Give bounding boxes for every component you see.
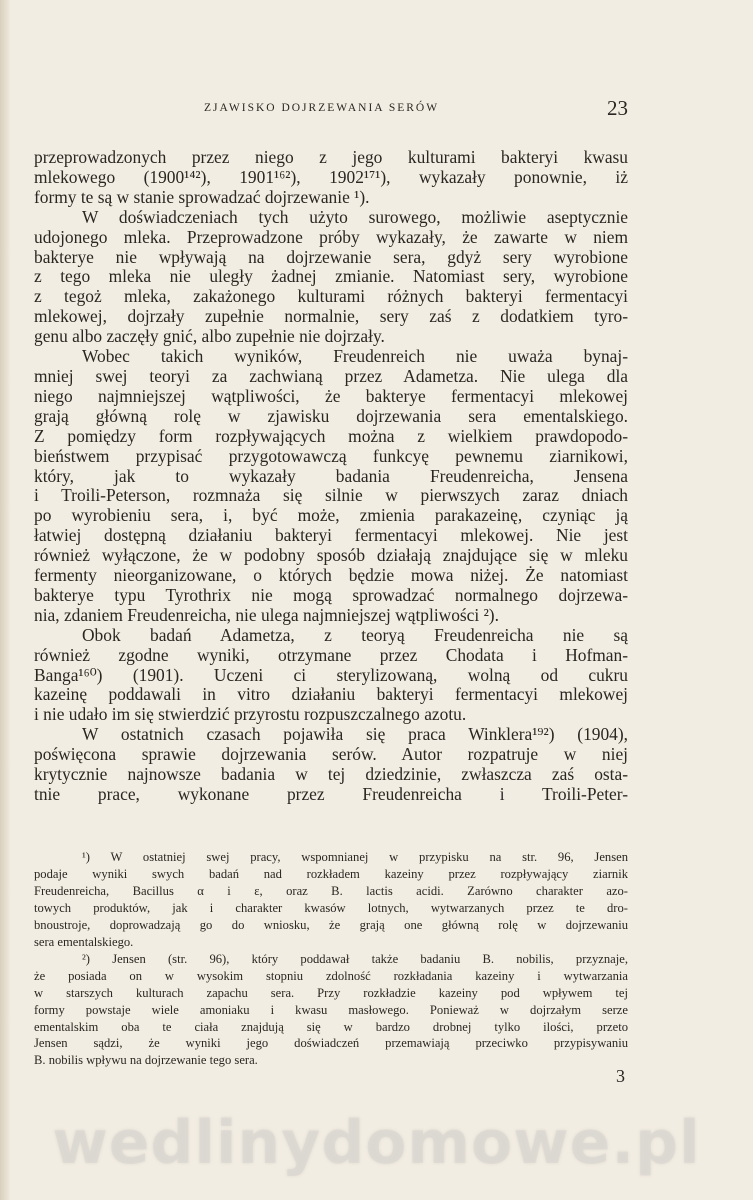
page-number: 23 — [607, 96, 628, 120]
body-line: W doświadczeniach tych użyto surowego, możliwie aseptycznie — [82, 207, 628, 227]
body-line: kazeinę poddawali in vitro działaniu bakteryi fermentacyi mlekowej — [34, 685, 628, 705]
body-line: udojonego mleka. Przeprowadzone próby wykazały, że zawarte w niem — [34, 227, 628, 247]
footnotes — [34, 849, 628, 1069]
body-line: bakterye nie wpływają na dojrzewanie sera, gdyż sery wyrobione — [34, 247, 628, 267]
body-line: Obok badań Adametza, z teoryą Freudenreicha nie są — [82, 625, 628, 645]
signature-mark: 3 — [616, 1066, 625, 1086]
footnote-line: ementalskim oba te ciała znajdują się w bardzo drobnej tylko ilości, przeto — [34, 1019, 628, 1034]
watermark: wedlinydomowe.pl — [52, 1108, 701, 1178]
body-line: który, jak to wykazały badania Freudenreicha, Jensena — [34, 466, 628, 486]
body-line: również wyłączone, że w podobny sposób działają znajdujące się w mleku — [34, 546, 628, 566]
body-line: mlekowego (1900¹⁴²), 1901¹⁶²), 1902¹⁷¹), wykazały ponownie, iż — [34, 167, 628, 187]
body-line: bieństwem przypisać przygotowawczą funkcyę pewnemu ziarnikowi, — [34, 446, 628, 466]
body-line: z tego mleka nie uległy żadnej zmianie. Natomiast sery, wyrobione — [34, 267, 628, 287]
body-line: i Troili-Peterson, rozmnaża się silnie w pierwszych zaraz dniach — [34, 486, 628, 506]
page-header — [34, 98, 628, 124]
body-line: po wyrobieniu sera, i, być może, zmienia parakazeinę, czyniąc ją — [34, 506, 628, 526]
page-edge-shadow — [0, 0, 10, 1200]
footnote-line: sera ementalskiego. — [34, 934, 134, 949]
footnote-line: Jensen sądzi, że wyniki jego doświadczeń przemawiają przeciwko przypisywaniu — [34, 1036, 628, 1051]
body-line: bakterye typu Tyrothrix nie mogą sprowadzać normalnego dojrzewa- — [34, 585, 628, 605]
footnote-line: ²) Jensen (str. 96), który poddawał także badaniu B. nobilis, przyznaje, — [82, 951, 628, 966]
footnote-line: w starszych kulturach zapachu sera. Przy rozkładzie kazeiny pod wpływem tej — [34, 985, 628, 1000]
footnote-line: że posiada on w wysokim stopniu zdolność rozkładania kazeiny i wytwarzania — [34, 968, 628, 983]
body-line: niego najmniejszej wątpliwości, że bakterye fermentacyi mlekowej — [34, 386, 628, 406]
body-line: z tegoż mleka, zakażonego kulturami różnych bakteryi fermentacyi — [34, 287, 628, 307]
body-line: łatwiej dostępną działaniu bakteryi fermentacyi mlekowej. Nie jest — [34, 526, 628, 546]
body-line: Banga¹⁶⁰) (1901). Uczeni ci sterylizowaną, wolną od cukru — [34, 665, 628, 685]
body-line: i nie udało im się stwierdzić przyrostu rozpuszczalnego azotu. — [34, 705, 467, 725]
footnote-line: bnoustroje, doprowadzają go do wniosku, że grają one główną rolę w dojrzewaniu — [34, 917, 628, 932]
body-line: grają główną rolę w zjawisku dojrzewania sera ementalskiego. — [34, 406, 628, 426]
body-line: również zgodne wyniki, otrzymane przez Chodata i Hofman- — [34, 645, 628, 665]
body-line: poświęcona sprawie dojrzewania serów. Autor rozpatruje w niej — [34, 745, 628, 765]
body-line: Z pomiędzy form rozpływających można z wielkiem prawdopodo- — [34, 426, 628, 446]
footnote-line: B. nobilis wpływu na dojrzewanie tego sera. — [34, 1053, 258, 1068]
body-line: mlekowej, dojrzały zupełnie normalnie, sery zaś z dodatkiem tyro- — [34, 307, 628, 327]
body-line: Wobec takich wyników, Freudenreich nie uważa bynaj- — [82, 347, 628, 367]
body-line: formy te są w stanie sprowadzać dojrzewanie ¹). — [34, 187, 370, 207]
body-line: tnie prace, wykonane przez Freudenreicha i Troili-Peter- — [34, 785, 628, 804]
body-line: fermenty nieorganizowane, o których będzie mowa niżej. Że natomiast — [34, 566, 628, 586]
body-line: W ostatnich czasach pojawiła się praca Winklera¹⁹²) (1904), — [82, 725, 628, 745]
body-line: krytycznie najnowsze badania w tej dziedzinie, zwłaszcza zaś osta- — [34, 765, 628, 785]
body-line: mniej swej teoryi za zachwianą przez Adametza. Nie ulega dla — [34, 366, 628, 386]
body-line: przeprowadzonych przez niego z jego kulturami bakteryi kwasu — [34, 148, 628, 167]
footnote-line: Freudenreicha, Bacillus α i ε, oraz B. lactis acidi. Zarówno charakter azo- — [34, 883, 628, 898]
footnote-line: podaje wyniki swych badań nad rozkładem kazeiny przez rozpływający ziarnik — [34, 866, 628, 881]
body-text — [34, 148, 628, 805]
footnote-line: formy powstaje wiele amoniaku i kwasu masłowego. Ponieważ w dojrzałym serze — [34, 1002, 628, 1017]
running-head: ZJAWISKO DOJRZEWANIA SERÓW — [204, 102, 440, 114]
body-line: genu albo zaczęły gnić, albo zupełnie nie dojrzały. — [34, 327, 385, 347]
body-line: nia, zdaniem Freudenreicha, nie ulega najmniejszej wątpliwości ²). — [34, 605, 499, 625]
footnote-line: ¹) W ostatniej swej pracy, wspomnianej w przypisku na str. 96, Jensen — [82, 850, 628, 864]
footnote-line: towych produktów, jak i charakter kwasów lotnych, wytwarzanych przez te dro- — [34, 900, 628, 915]
